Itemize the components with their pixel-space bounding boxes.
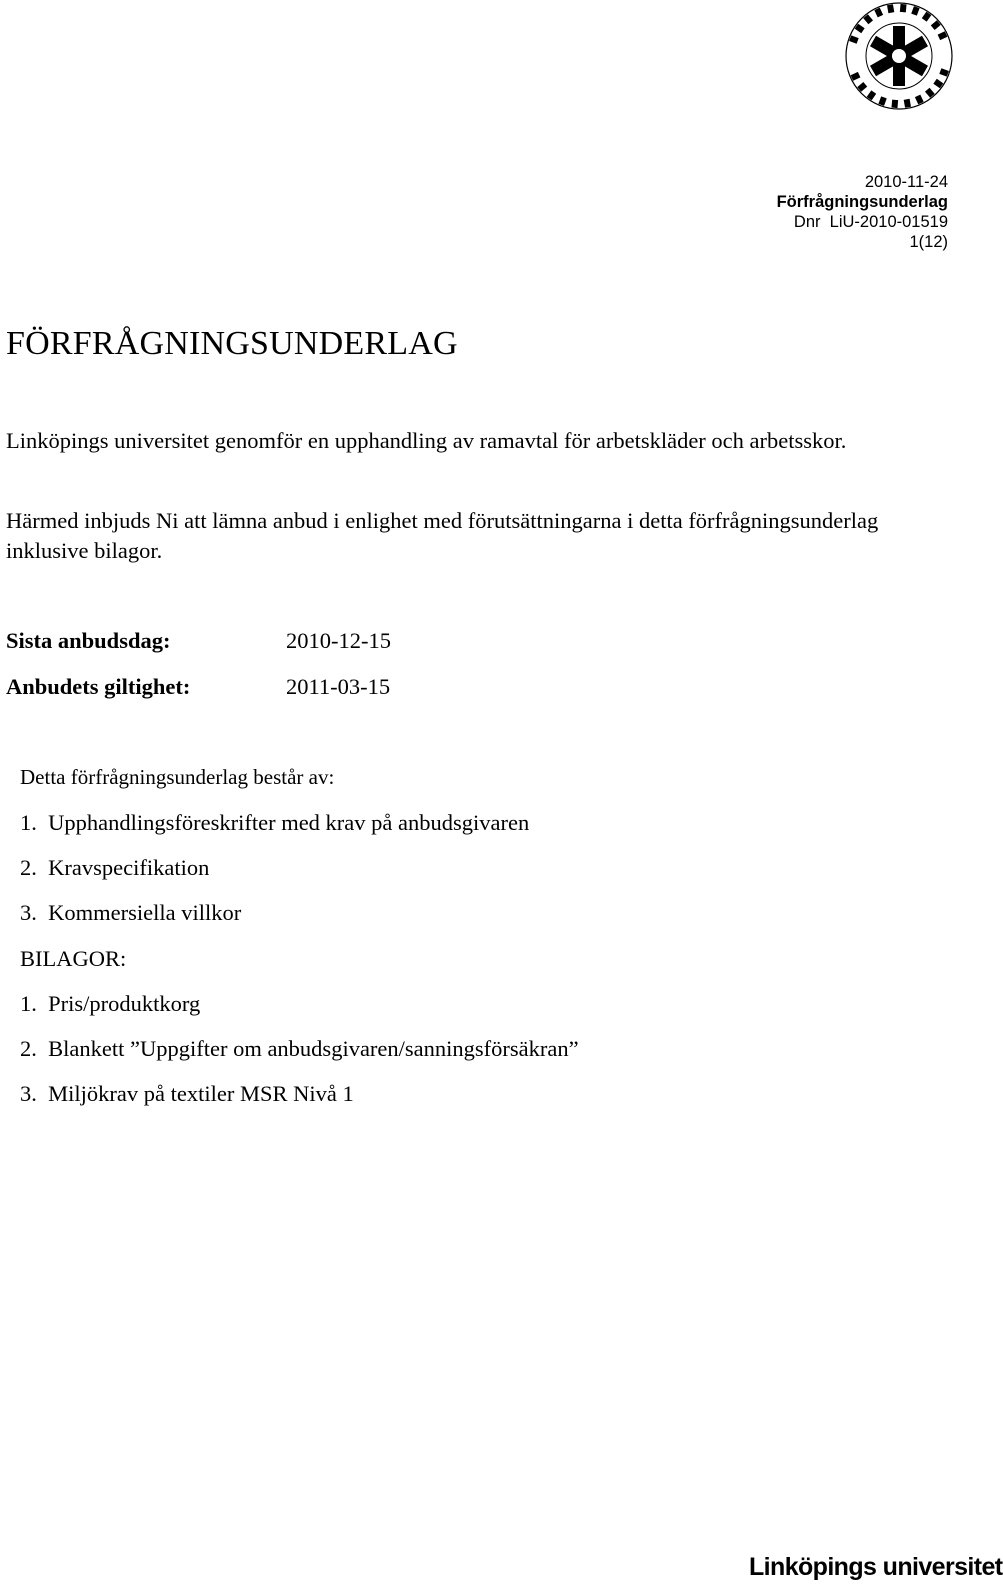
list-item: 1. Pris/produktkorg	[20, 990, 201, 1016]
list-item: 1. Upphandlingsföreskrifter med krav på anbudsgivaren	[20, 810, 530, 835]
invitation-paragraph: Härmed inbjuds Ni att lämna anbud i enlighet med förutsättningarna i detta förfrågningsunderlag inklusive bilagor.	[6, 508, 879, 563]
deadline-label: Sista anbudsdag:	[6, 628, 171, 653]
deadline-value: 2010-12-15	[286, 628, 391, 653]
validity-row	[6, 672, 390, 702]
list-item: 2. Kravspecifikation	[20, 855, 210, 881]
deadline-row	[6, 626, 391, 656]
list-item: 3. Miljökrav på textiler MSR Nivå 1	[20, 1081, 354, 1107]
intro-paragraph: Linköpings universitet genomför en upphandling av ramavtal för arbetskläder och arbetsskor.	[6, 428, 847, 453]
contents-list	[20, 808, 579, 1124]
list-heading: BILAGOR:	[20, 945, 127, 971]
list-item: 3. Kommersiella villkor	[20, 900, 242, 926]
list-item: 2. Blankett ”Uppgifter om anbudsgivaren/sanningsförsäkran”	[20, 1035, 579, 1061]
document-header	[777, 172, 948, 252]
contents-intro: Detta förfrågningsunderlag består av:	[20, 765, 335, 789]
footer-wordmark-logo: Linköpings universitet	[749, 1553, 1003, 1581]
document-title: FÖRFRÅGNINGSUNDERLAG	[6, 325, 458, 362]
document-date: 2010-11-24	[864, 173, 948, 191]
page-number: 1(12)	[909, 233, 948, 251]
university-seal-logo	[838, 0, 960, 112]
document-reference: Dnr LiU-2010-01519	[793, 213, 948, 231]
validity-value: 2011-03-15	[286, 674, 391, 699]
document-type: Förfrågningsunderlag	[776, 193, 948, 211]
validity-label: Anbudets giltighet:	[6, 674, 191, 699]
